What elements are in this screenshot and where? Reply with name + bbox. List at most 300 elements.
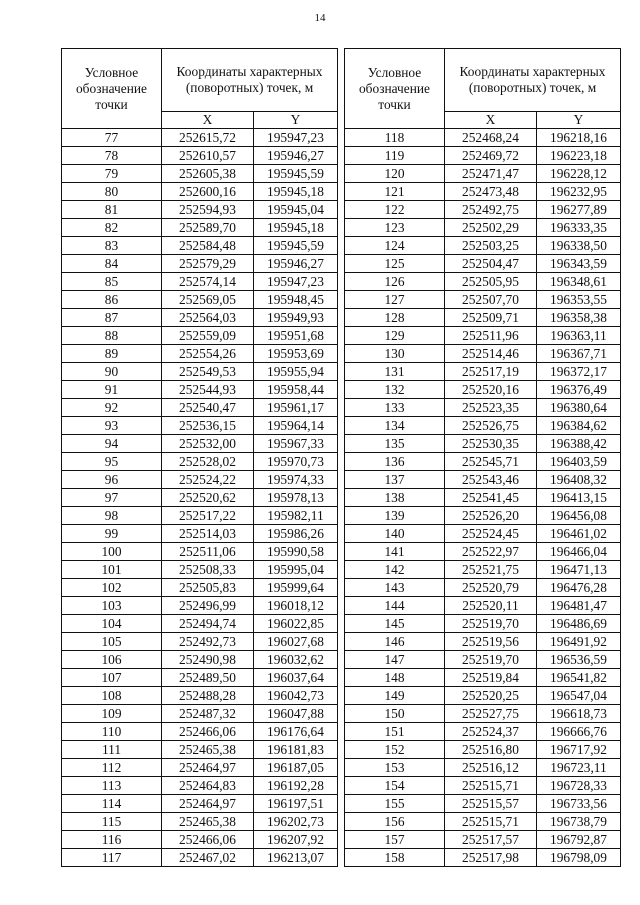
x-coordinate-cell: 252511,96 [445,327,537,345]
point-number-cell: 125 [345,255,445,273]
point-number-cell: 77 [62,129,162,147]
point-number-cell: 121 [345,183,445,201]
y-coordinate-cell: 196738,79 [537,813,621,831]
y-coordinate-cell: 196181,83 [254,741,338,759]
x-coordinate-cell: 252496,99 [162,597,254,615]
x-coordinate-cell: 252507,70 [445,291,537,309]
y-coordinate-cell: 195955,94 [254,363,338,381]
y-coordinate-cell: 195990,58 [254,543,338,561]
point-number-cell: 140 [345,525,445,543]
point-number-cell: 128 [345,309,445,327]
point-number-cell: 141 [345,543,445,561]
table-row [345,129,621,147]
y-coordinate-cell: 195947,23 [254,129,338,147]
table-row [345,651,621,669]
y-coordinate-cell: 195951,68 [254,327,338,345]
point-number-cell: 97 [62,489,162,507]
point-number-cell: 89 [62,345,162,363]
point-number-cell: 145 [345,615,445,633]
y-coordinate-cell: 196348,61 [537,273,621,291]
x-coordinate-cell: 252520,62 [162,489,254,507]
y-coordinate-cell: 196343,59 [537,255,621,273]
x-coordinate-cell: 252516,80 [445,741,537,759]
table-row [345,453,621,471]
x-coordinate-cell: 252520,11 [445,597,537,615]
x-coordinate-cell: 252594,93 [162,201,254,219]
y-coordinate-cell: 196466,04 [537,543,621,561]
y-coordinate-cell: 195945,18 [254,219,338,237]
x-coordinate-cell: 252564,03 [162,309,254,327]
y-coordinate-cell: 196176,64 [254,723,338,741]
x-coordinate-cell: 252492,75 [445,201,537,219]
point-number-cell: 154 [345,777,445,795]
y-coordinate-cell: 196333,35 [537,219,621,237]
point-number-cell: 119 [345,147,445,165]
x-coordinate-cell: 252574,14 [162,273,254,291]
table-row [345,507,621,525]
x-coordinate-cell: 252517,19 [445,363,537,381]
table-row [345,291,621,309]
table-row [345,777,621,795]
y-coordinate-cell: 196232,95 [537,183,621,201]
y-coordinate-cell: 196032,62 [254,651,338,669]
table-row [62,453,338,471]
table-row [345,579,621,597]
x-coordinate-cell: 252466,06 [162,723,254,741]
y-coordinate-cell: 196047,88 [254,705,338,723]
table-row [345,633,621,651]
point-number-cell: 136 [345,453,445,471]
y-coordinate-cell: 195967,33 [254,435,338,453]
x-coordinate-cell: 252514,03 [162,525,254,543]
y-coordinate-cell: 196213,07 [254,849,338,867]
point-number-cell: 80 [62,183,162,201]
y-coordinate-cell: 196218,16 [537,129,621,147]
y-coordinate-cell: 196372,17 [537,363,621,381]
table-row [62,219,338,237]
point-number-cell: 142 [345,561,445,579]
x-coordinate-cell: 252528,02 [162,453,254,471]
y-coordinate-cell: 195964,14 [254,417,338,435]
x-coordinate-cell: 252524,22 [162,471,254,489]
table-row [345,345,621,363]
x-coordinate-cell: 252465,38 [162,813,254,831]
y-coordinate-cell: 196197,51 [254,795,338,813]
table-row [345,183,621,201]
x-coordinate-cell: 252519,70 [445,615,537,633]
point-number-cell: 106 [62,651,162,669]
table-row [345,813,621,831]
x-coordinate-cell: 252520,79 [445,579,537,597]
point-number-cell: 84 [62,255,162,273]
x-coordinate-cell: 252464,97 [162,759,254,777]
y-coordinate-cell: 196547,04 [537,687,621,705]
table-row [62,633,338,651]
x-coordinate-cell: 252490,98 [162,651,254,669]
y-coordinate-cell: 196733,56 [537,795,621,813]
y-coordinate-cell: 195961,17 [254,399,338,417]
x-coordinate-cell: 252487,32 [162,705,254,723]
point-number-cell: 116 [62,831,162,849]
table-row [62,309,338,327]
y-coordinate-cell: 196018,12 [254,597,338,615]
table-row [62,723,338,741]
table-row [345,237,621,255]
point-number-cell: 133 [345,399,445,417]
y-coordinate-cell: 196202,73 [254,813,338,831]
y-coordinate-cell: 195986,26 [254,525,338,543]
y-coordinate-cell: 195945,18 [254,183,338,201]
table-row [62,489,338,507]
point-label-header: Условное обозначение точки [62,49,162,129]
table-row [345,615,621,633]
point-number-cell: 91 [62,381,162,399]
coordinates-table-left [61,48,338,867]
y-coordinate-cell: 196471,13 [537,561,621,579]
table-row [345,669,621,687]
point-number-cell: 135 [345,435,445,453]
table-row [62,561,338,579]
x-coordinate-cell: 252467,02 [162,849,254,867]
point-number-cell: 129 [345,327,445,345]
table-row [62,507,338,525]
x-coordinate-cell: 252515,71 [445,777,537,795]
x-coordinate-cell: 252517,98 [445,849,537,867]
x-header: X [162,112,254,129]
y-coordinate-cell: 196388,42 [537,435,621,453]
x-coordinate-cell: 252521,75 [445,561,537,579]
table-row [345,597,621,615]
x-coordinate-cell: 252600,16 [162,183,254,201]
y-header: Y [537,112,621,129]
y-coordinate-cell: 196380,64 [537,399,621,417]
table-row [62,291,338,309]
point-number-cell: 124 [345,237,445,255]
table-row [62,741,338,759]
y-coordinate-cell: 196723,11 [537,759,621,777]
x-coordinate-cell: 252610,57 [162,147,254,165]
table-row [62,669,338,687]
table-row [345,381,621,399]
point-number-cell: 99 [62,525,162,543]
x-coordinate-cell: 252468,24 [445,129,537,147]
x-coordinate-cell: 252519,70 [445,651,537,669]
x-coordinate-cell: 252466,06 [162,831,254,849]
y-coordinate-cell: 195999,64 [254,579,338,597]
table-row [62,705,338,723]
point-number-cell: 103 [62,597,162,615]
y-coordinate-cell: 195982,11 [254,507,338,525]
y-coordinate-cell: 195978,13 [254,489,338,507]
table-row [62,399,338,417]
point-number-cell: 123 [345,219,445,237]
point-number-cell: 120 [345,165,445,183]
table-row [62,759,338,777]
y-coordinate-cell: 195949,93 [254,309,338,327]
x-coordinate-cell: 252502,29 [445,219,537,237]
table-row [345,687,621,705]
x-coordinate-cell: 252473,48 [445,183,537,201]
y-coordinate-cell: 196798,09 [537,849,621,867]
y-coordinate-cell: 196491,92 [537,633,621,651]
y-coordinate-cell: 195945,04 [254,201,338,219]
x-coordinate-cell: 252504,47 [445,255,537,273]
y-coordinate-cell: 196792,87 [537,831,621,849]
y-coordinate-cell: 195946,27 [254,147,338,165]
y-coordinate-cell: 196666,76 [537,723,621,741]
x-coordinate-cell: 252517,57 [445,831,537,849]
x-coordinate-cell: 252526,20 [445,507,537,525]
x-coordinate-cell: 252464,97 [162,795,254,813]
coords-header: Координаты характерных (поворотных) точек, м [162,49,338,112]
table-row [62,147,338,165]
x-coordinate-cell: 252559,09 [162,327,254,345]
x-coordinate-cell: 252489,50 [162,669,254,687]
point-number-cell: 149 [345,687,445,705]
table-row [345,723,621,741]
table-row [345,561,621,579]
x-coordinate-cell: 252464,83 [162,777,254,795]
table-row [345,165,621,183]
table-row [345,435,621,453]
table-row [62,381,338,399]
point-number-cell: 127 [345,291,445,309]
point-number-cell: 83 [62,237,162,255]
point-number-cell: 151 [345,723,445,741]
table-row [345,795,621,813]
point-number-cell: 79 [62,165,162,183]
table-row [345,705,621,723]
y-coordinate-cell: 196413,15 [537,489,621,507]
table-row [345,201,621,219]
x-coordinate-cell: 252554,26 [162,345,254,363]
y-coordinate-cell: 195945,59 [254,237,338,255]
point-number-cell: 150 [345,705,445,723]
point-number-cell: 152 [345,741,445,759]
table-row [345,363,621,381]
x-coordinate-cell: 252615,72 [162,129,254,147]
x-coordinate-cell: 252579,29 [162,255,254,273]
point-number-cell: 113 [62,777,162,795]
table-row [62,165,338,183]
y-coordinate-cell: 196481,47 [537,597,621,615]
point-number-cell: 95 [62,453,162,471]
point-number-cell: 112 [62,759,162,777]
y-coordinate-cell: 196207,92 [254,831,338,849]
point-number-cell: 101 [62,561,162,579]
x-coordinate-cell: 252524,37 [445,723,537,741]
point-number-cell: 143 [345,579,445,597]
point-number-cell: 155 [345,795,445,813]
x-coordinate-cell: 252517,22 [162,507,254,525]
table-row [345,831,621,849]
table-row [62,687,338,705]
y-coordinate-cell: 196228,12 [537,165,621,183]
table-row [62,651,338,669]
y-coordinate-cell: 196363,11 [537,327,621,345]
y-coordinate-cell: 195948,45 [254,291,338,309]
point-label-header: Условное обозначение точки [345,49,445,129]
x-coordinate-cell: 252549,53 [162,363,254,381]
y-coordinate-cell: 196486,69 [537,615,621,633]
table-row [345,147,621,165]
x-coordinate-cell: 252519,56 [445,633,537,651]
y-coordinate-cell: 196358,38 [537,309,621,327]
coordinates-table-right [344,48,621,867]
y-coordinate-cell: 195995,04 [254,561,338,579]
point-number-cell: 157 [345,831,445,849]
x-coordinate-cell: 252505,83 [162,579,254,597]
table-row [62,273,338,291]
x-coordinate-cell: 252508,33 [162,561,254,579]
x-coordinate-cell: 252514,46 [445,345,537,363]
x-coordinate-cell: 252511,06 [162,543,254,561]
x-coordinate-cell: 252540,47 [162,399,254,417]
point-number-cell: 158 [345,849,445,867]
point-number-cell: 153 [345,759,445,777]
table-row [62,795,338,813]
x-coordinate-cell: 252530,35 [445,435,537,453]
y-header: Y [254,112,338,129]
point-number-cell: 130 [345,345,445,363]
point-number-cell: 144 [345,597,445,615]
table-row [62,345,338,363]
x-coordinate-cell: 252503,25 [445,237,537,255]
point-number-cell: 138 [345,489,445,507]
table-row [62,417,338,435]
y-coordinate-cell: 196338,50 [537,237,621,255]
point-number-cell: 86 [62,291,162,309]
y-coordinate-cell: 196728,33 [537,777,621,795]
coords-header: Координаты характерных (поворотных) точек, м [445,49,621,112]
point-number-cell: 94 [62,435,162,453]
table-row [345,489,621,507]
table-row [62,543,338,561]
point-number-cell: 107 [62,669,162,687]
y-coordinate-cell: 196376,49 [537,381,621,399]
point-number-cell: 148 [345,669,445,687]
table-row [345,543,621,561]
point-number-cell: 131 [345,363,445,381]
table-row [345,759,621,777]
table-row [345,399,621,417]
x-coordinate-cell: 252523,35 [445,399,537,417]
table-row [62,471,338,489]
point-number-cell: 87 [62,309,162,327]
x-header: X [445,112,537,129]
y-coordinate-cell: 196403,59 [537,453,621,471]
point-number-cell: 111 [62,741,162,759]
table-row [345,417,621,435]
table-row [345,327,621,345]
table-row [62,255,338,273]
y-coordinate-cell: 196618,73 [537,705,621,723]
table-row [62,525,338,543]
y-coordinate-cell: 196027,68 [254,633,338,651]
x-coordinate-cell: 252515,57 [445,795,537,813]
x-coordinate-cell: 252505,95 [445,273,537,291]
point-number-cell: 104 [62,615,162,633]
point-number-cell: 109 [62,705,162,723]
y-coordinate-cell: 196022,85 [254,615,338,633]
point-number-cell: 110 [62,723,162,741]
point-number-cell: 90 [62,363,162,381]
table-row [62,129,338,147]
x-coordinate-cell: 252584,48 [162,237,254,255]
y-coordinate-cell: 195958,44 [254,381,338,399]
x-coordinate-cell: 252515,71 [445,813,537,831]
page-number: 14 [314,12,326,24]
x-coordinate-cell: 252541,45 [445,489,537,507]
y-coordinate-cell: 195953,69 [254,345,338,363]
table-row [62,813,338,831]
point-number-cell: 118 [345,129,445,147]
table-row [62,363,338,381]
y-coordinate-cell: 196277,89 [537,201,621,219]
point-number-cell: 146 [345,633,445,651]
y-coordinate-cell: 196367,71 [537,345,621,363]
table-row [62,201,338,219]
y-coordinate-cell: 196536,59 [537,651,621,669]
y-coordinate-cell: 195974,33 [254,471,338,489]
x-coordinate-cell: 252532,00 [162,435,254,453]
y-coordinate-cell: 196192,28 [254,777,338,795]
table-row [345,255,621,273]
point-number-cell: 78 [62,147,162,165]
point-number-cell: 92 [62,399,162,417]
x-coordinate-cell: 252492,73 [162,633,254,651]
point-number-cell: 134 [345,417,445,435]
point-number-cell: 139 [345,507,445,525]
y-coordinate-cell: 195947,23 [254,273,338,291]
table-row [62,237,338,255]
table-row [62,327,338,345]
x-coordinate-cell: 252516,12 [445,759,537,777]
table-row [345,741,621,759]
x-coordinate-cell: 252544,93 [162,381,254,399]
x-coordinate-cell: 252519,84 [445,669,537,687]
table-row [62,777,338,795]
y-coordinate-cell: 196384,62 [537,417,621,435]
point-number-cell: 81 [62,201,162,219]
table-row [62,579,338,597]
point-number-cell: 156 [345,813,445,831]
x-coordinate-cell: 252520,25 [445,687,537,705]
y-coordinate-cell: 195945,59 [254,165,338,183]
x-coordinate-cell: 252605,38 [162,165,254,183]
x-coordinate-cell: 252509,71 [445,309,537,327]
point-number-cell: 117 [62,849,162,867]
x-coordinate-cell: 252527,75 [445,705,537,723]
point-number-cell: 102 [62,579,162,597]
point-number-cell: 108 [62,687,162,705]
y-coordinate-cell: 196037,64 [254,669,338,687]
table-row [345,849,621,867]
x-coordinate-cell: 252465,38 [162,741,254,759]
x-coordinate-cell: 252569,05 [162,291,254,309]
x-coordinate-cell: 252526,75 [445,417,537,435]
y-coordinate-cell: 195946,27 [254,255,338,273]
y-coordinate-cell: 196476,28 [537,579,621,597]
table-row [345,309,621,327]
point-number-cell: 137 [345,471,445,489]
point-number-cell: 100 [62,543,162,561]
table-row [345,525,621,543]
x-coordinate-cell: 252494,74 [162,615,254,633]
table-row [62,849,338,867]
y-coordinate-cell: 196187,05 [254,759,338,777]
x-coordinate-cell: 252471,47 [445,165,537,183]
